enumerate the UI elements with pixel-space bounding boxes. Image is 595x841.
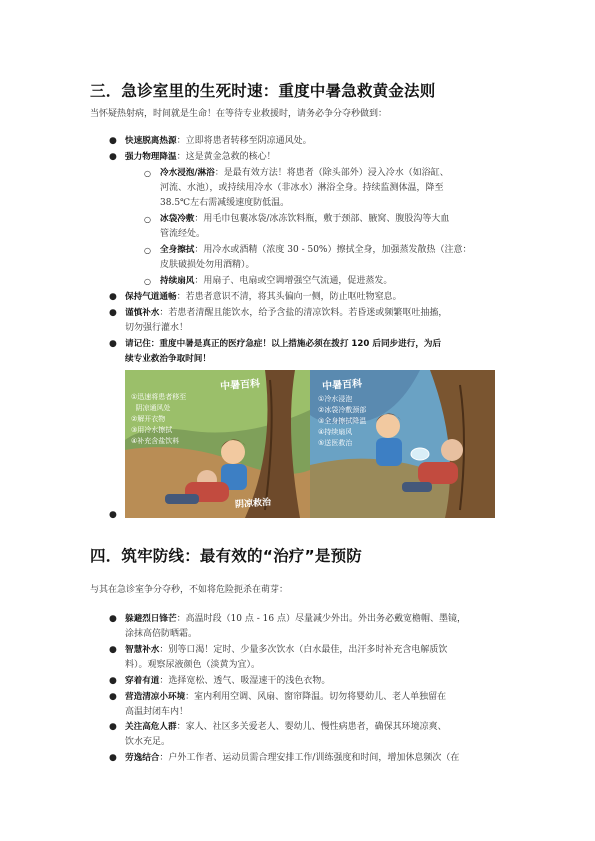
bullet-icon: ● (109, 292, 117, 302)
item-text: ：是最有效方法！将患者（除头部外）浸入冷水（如浴缸、 (214, 168, 449, 178)
item-bold-label: 保持气道通畅 (125, 292, 177, 302)
item-text: ：选择宽松、透气、吸湿速干的浅色衣物。 (159, 676, 331, 686)
item-text: 涂抹高倍防晒霜。 (125, 629, 198, 639)
illustration-panel-left (125, 370, 310, 518)
bullet-icon: ● (109, 510, 117, 520)
item-text: ：用扇子、电扇或空调增强空气流通，促进蒸发。 (194, 276, 393, 286)
section-4-heading: 四．筑牢防线：最有效的“治疗”是预防 (90, 547, 362, 565)
item-bold-label: 关注高危人群 (125, 722, 177, 732)
first-aid-illustration (125, 370, 495, 518)
list-item (109, 643, 510, 673)
bullet-icon: ● (109, 722, 117, 732)
bullet-icon: ● (109, 308, 117, 318)
item-bold-label: 躲避烈日锋芒 (125, 614, 177, 624)
item-text: 高温封闭车内！ (125, 707, 189, 717)
item-text: ：家人、社区多关爱老人、婴幼儿、慢性病患者，确保其环境凉爽、 (176, 722, 447, 732)
illustration-text: ①迅速将患者移至 阴凉通风处 ②解开衣物 ③用冷水擦拭 ④补充含盐饮料 (131, 393, 187, 445)
bullet-icon: ● (109, 339, 117, 349)
item-text: ：高温时段（10 点 - 16 点）尽量减少外出。外出务必戴宽檐帽、墨镜， (176, 614, 466, 624)
illustration-text: ①冷水浸泡 ②冰袋冷敷颈部 ③全身擦拭降温 ④持续扇风 ⑤送医救治 (318, 395, 367, 447)
item-text: ：室内利用空调、风扇、窗帘降温。切勿将婴幼儿、老人单独留在 (185, 692, 447, 702)
item-bold-label: 全身擦拭 (160, 245, 195, 255)
item-text: 38.5℃左右需减缓速度防低温。 (160, 198, 290, 208)
item-text: 料）。观察尿液颜色（淡黄为宜）。 (125, 660, 261, 670)
item-text: ：立即将患者转移至阴凉通风处。 (176, 136, 312, 146)
item-text: 切勿强行灌水！ (125, 323, 189, 333)
sub-list-item (144, 243, 510, 273)
item-bold-label: 营造清凉小环境 (125, 692, 186, 702)
item-bold-label: 强力物理降温 (125, 152, 177, 162)
item-text: ：若患者意识不清，将其头偏向一侧，防止呕吐物窒息。 (176, 292, 402, 302)
list-item (109, 134, 510, 149)
bullet-icon: ● (109, 614, 117, 624)
item-bold-label: 谨慎补水 (125, 308, 160, 318)
sub-list-item (144, 166, 510, 211)
list-item (109, 290, 510, 305)
ring-bullet-icon: ○ (144, 277, 151, 286)
item-bold-label: 劳逸结合 (125, 753, 160, 763)
list-item (109, 751, 510, 766)
section-4-intro: 与其在急诊室争分夺秒，不如将危险扼杀在萌芽： (90, 585, 289, 595)
sub-list-item (144, 274, 510, 289)
section-3-intro: 当怀疑热射病，时间就是生命！在等待专业救援时，请务必争分夺秒做到： (90, 109, 388, 119)
illustration-caption: 中暑百科 (321, 378, 363, 393)
bullet-icon: ● (109, 645, 117, 655)
item-bold-label: 冷水浸泡/淋浴 (160, 168, 215, 178)
illustration-panel-right (310, 370, 495, 518)
item-text: ：用毛巾包裹冰袋/冰冻饮料瓶，敷于颈部、腋窝、腹股沟等大血 (194, 214, 450, 224)
list-item (109, 674, 510, 689)
item-text: 河流、水池），或持续用冷水（非冰水）淋浴全身。持续监测体温，降至 (160, 183, 444, 193)
bullet-icon: ● (109, 676, 117, 686)
bullet-icon: ● (109, 753, 117, 763)
ring-bullet-icon: ○ (144, 169, 151, 178)
item-text: ：这是黄金急救的核心！ (176, 152, 276, 162)
illustration-corner-text: 阴凉救治 (234, 497, 272, 511)
section-3-heading: 三．急诊室里的生死时速：重度中暑急救黄金法则 (90, 82, 436, 100)
item-bold-label: 智慧补水 (125, 645, 160, 655)
list-item (109, 337, 510, 367)
list-item (109, 306, 510, 336)
item-bold-label: 冰袋冷敷 (160, 214, 195, 224)
illustration-caption: 中暑百科 (219, 378, 261, 393)
item-text: 管流经处。 (160, 229, 206, 239)
emphasis-text: 续专业救治争取时间！ (125, 354, 211, 364)
item-text: ：若患者清醒且能饮水，给予含盐的清凉饮料。若昏迷或频繁呕吐抽搐， (159, 308, 448, 318)
list-item (109, 150, 510, 165)
bullet-icon: ● (109, 692, 117, 702)
list-item (109, 612, 510, 642)
bullet-icon: ● (109, 136, 117, 146)
item-text: 饮水充足。 (125, 737, 171, 747)
bullet-icon: ● (109, 152, 117, 162)
item-bold-label: 穿着有道 (125, 676, 160, 686)
item-bold-label: 快速脱离热源 (125, 136, 177, 146)
ring-bullet-icon: ○ (144, 215, 151, 224)
item-text: ：用冷水或酒精（浓度 30 - 50%）擦拭全身，加强蒸发散热（注意： (194, 245, 472, 255)
list-item (109, 720, 510, 750)
item-bold-label: 持续扇风 (160, 276, 195, 286)
item-text: ：别等口渴！定时、少量多次饮水（白水最佳，出汗多时补充含电解质饮 (159, 645, 448, 655)
item-text: 皮肤破损处勿用酒精）。 (160, 260, 255, 270)
ring-bullet-icon: ○ (144, 246, 151, 255)
item-text: ：户外工作者、运动员需合理安排工作/训练强度和时间，增加休息频次（在 (159, 753, 460, 763)
list-item (109, 690, 510, 720)
sub-list-item (144, 212, 510, 242)
emphasis-text: 请记住：重度中暑是真正的医疗急症！以上措施必须在拨打 120 后同步进行，为后 (125, 339, 442, 349)
